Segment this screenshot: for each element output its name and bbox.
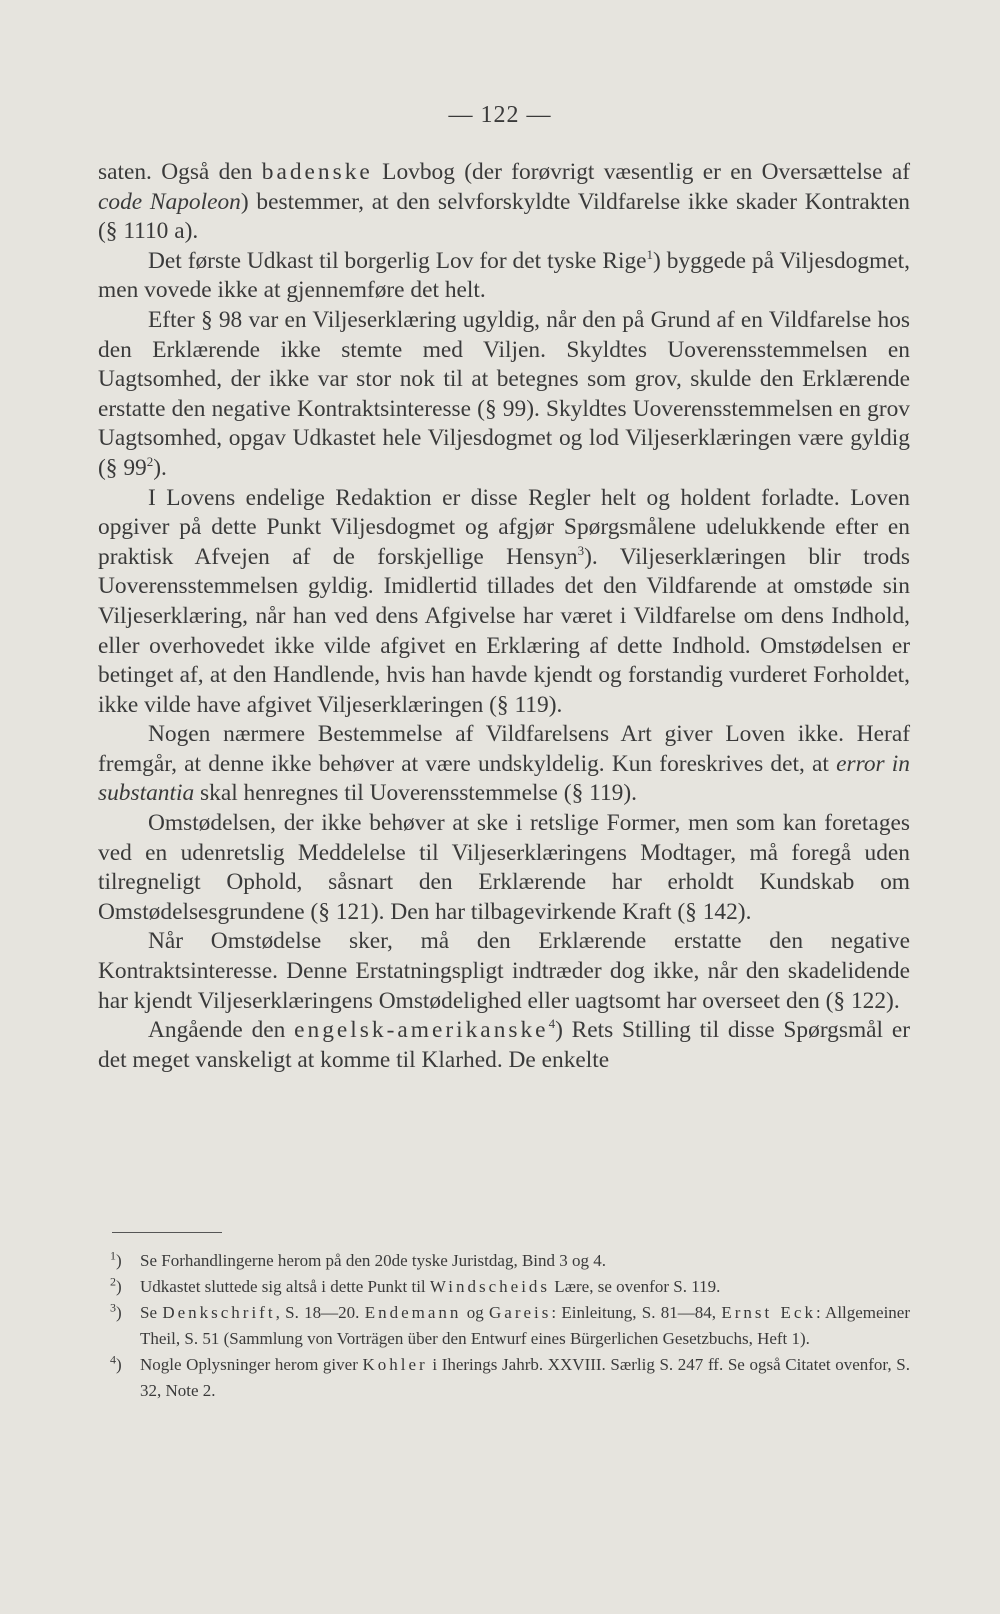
- text-run: ) Rets Stilling til disse Spørgsmål er det meget vanskeligt at komme til Klarhed. De enkelte: [98, 1017, 910, 1073]
- spaced-text: Gareis: [489, 1303, 552, 1322]
- text-run: ) bestemmer, at den selvforskyldte Vildfarelse ikke skader Kontrakten (§ 1110 a).: [98, 188, 910, 245]
- text-run: i Iherings Jahrb. XXVIII. Særlig S. 247 ff. Se også Citatet ovenfor, S. 32, Note 2.: [140, 1355, 910, 1400]
- footnote-mark: $^4$): [110, 1352, 122, 1374]
- spaced-text: Denkschrift: [162, 1303, 276, 1322]
- paragraph-5: [98, 720, 910, 809]
- spaced-text: badenske: [261, 159, 373, 185]
- paragraph-3: [98, 306, 910, 484]
- footnote-1: [110, 1248, 910, 1274]
- paragraph-6: Omstødelsen, der ikke behøver at ske i retslige Former, men som kan foretages ved en udenretslig Meddelelse til Viljeserklæringens Modtager, må foregå uden tilregneligt Ophold, såsnart den Erklærende har erholdt Kundskab om Omstødelsesgrundene (§ 121). Den har tilbagevirkende Kraft (§ 142).: [98, 810, 910, 925]
- text-run: og: [461, 1303, 489, 1322]
- italic-text: code Napoleon: [98, 188, 241, 215]
- main-text: [98, 158, 910, 1075]
- text-run: Lære, se ovenfor S. 119.: [550, 1277, 721, 1296]
- footnotes: [110, 1248, 910, 1404]
- spaced-text: Kohler: [362, 1355, 428, 1374]
- text-run: Udkastet sluttede sig altså i dette Punkt til: [140, 1277, 430, 1296]
- footnote-divider: [112, 1232, 222, 1233]
- text-run: ).: [153, 454, 167, 481]
- text-run: I Lovens endelige Redaktion er disse Regler helt og holdent forladte. Loven opgiver på dette Punkt Viljesdogmet og afgjør Spørgsmålene udelukkende efter en praktisk Afvejen af de forskjellige Hensyn: [98, 484, 910, 570]
- paragraph-1: [98, 158, 910, 247]
- paragraph-4: [98, 484, 910, 721]
- paragraph-2: [98, 247, 910, 306]
- text-run: ). Viljeserklæringen blir trods Uoverensstemmelsen gyldig. Imidlertid tillades det den Vildfarende at omstøde sin Viljeserklæring, når han ved dens Afgivelse har været i Vildfarelse om dens Indhold, eller overhovedet ikke vilde afgivet en Erklæring af dette Indhold. Omstødelsen er betinget af, at den Handlende, hvis han havde kjendt og forstandig vurderet Forholdet, ikke vilde have afgivet Viljeserklæringen (§ 119).: [98, 543, 910, 718]
- text-run: : Einleitung, S. 81—84,: [551, 1303, 722, 1322]
- superscript: 2: [146, 454, 154, 470]
- text-run: , S. 18—20.: [275, 1303, 365, 1322]
- italic-text: error in substantia: [98, 750, 910, 807]
- footnote-mark: $^3$): [110, 1300, 122, 1322]
- footnote-mark: $^1$): [110, 1248, 122, 1270]
- paragraph-7: Når Omstødelse sker, må den Erklærende erstatte den negative Kontraktsinteresse. Denne Erstatningspligt indtræder dog ikke, når den skadelidende har kjendt Viljeserklæringens Omstødelighed eller uagtsomt har overseet den (§ 122).: [98, 928, 910, 1014]
- text-run: saten. Også den: [98, 159, 262, 185]
- text-run: ) byggede på Viljesdogmet, men vovede ikke at gjennemføre det helt.: [98, 247, 910, 304]
- text-run: Lovbog (der forøvrigt væsentlig er en Oversættelse af: [372, 159, 911, 185]
- text-run: skal henregnes til Uoverensstemmelse (§ 119).: [194, 780, 637, 807]
- paragraph-8: [98, 1016, 910, 1075]
- text-run: : Allgemeiner Theil, S. 51 (Sammlung von Vorträgen über den Entwurf eines Bürgerlichen Gesetzbuchs, Heft 1).: [140, 1303, 911, 1348]
- page-number: — 122 —: [448, 102, 552, 128]
- text-run: Se: [140, 1303, 163, 1322]
- spaced-text: Windscheids: [429, 1277, 551, 1296]
- footnote-ref: 3: [577, 542, 585, 558]
- spaced-text: Endemann: [364, 1303, 462, 1322]
- spaced-text: Ernst Eck: [721, 1303, 816, 1322]
- text-run: Nogen nærmere Bestemmelse af Vildfarelsens Art giver Loven ikke. Heraf fremgår, at denne ikke behøver at være undskyldelig. Kun foreskrives det, at: [98, 721, 910, 777]
- footnote-2: [110, 1274, 910, 1300]
- text-run: Det første Udkast til borgerlig Lov for det tyske Rige: [148, 247, 647, 274]
- spaced-text: engelsk-amerikanske: [294, 1017, 549, 1044]
- footnote-mark: $^2$): [110, 1274, 122, 1296]
- text-run: Angående den: [148, 1017, 295, 1044]
- footnote-4: [110, 1352, 910, 1404]
- text-run: Se Forhandlingerne herom på den 20de tyske Juristdag, Bind 3 og 4.: [140, 1251, 607, 1270]
- text-run: Efter § 98 var en Viljeserklæring ugyldig, når den på Grund af en Vildfarelse hos den Erklærende ikke stemte med Viljen. Skyldtes Uoverensstemmelsen en Uagtsomhed, der ikke var stor nok til at betegnes som grov, skulde den Erklærende erstatte den negative Kontraktsinteresse (§ 99). Skyldtes Uoverensstemmelsen en grov Uagtsomhed, opgav Udkastet hele Viljesdogmet og lod Viljeserklæringen være gyldig (§ 99: [98, 306, 910, 481]
- footnote-ref: 4: [548, 1016, 556, 1032]
- footnote-ref: 1: [646, 246, 654, 262]
- text-run: Nogle Oplysninger herom giver: [140, 1355, 363, 1374]
- footnote-3: [110, 1300, 910, 1352]
